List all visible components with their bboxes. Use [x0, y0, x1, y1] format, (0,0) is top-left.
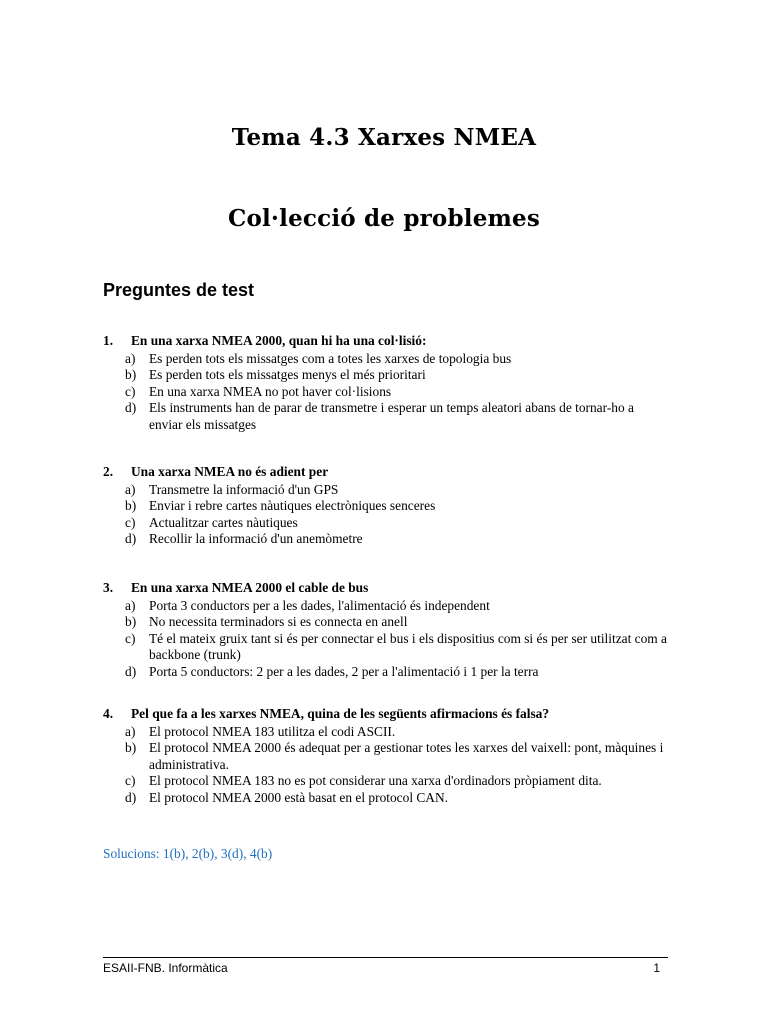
option-text: En una xarxa NMEA no pot haver col·lisions [149, 383, 392, 399]
question-4 [103, 706, 668, 807]
question-number: 1. [103, 333, 114, 348]
page-number: 1 [653, 961, 660, 975]
footer-text: ESAII-FNB. Informàtica [103, 961, 228, 975]
question-text: En una xarxa NMEA 2000, quan hi ha una col·lisió: [131, 333, 427, 348]
question-number: 2. [103, 464, 114, 479]
option-letter: c) [125, 773, 136, 789]
option-text: Els instruments han de parar de transmetre i esperar un temps aleatori abans de tornar-ho a enviar els missatges [149, 400, 634, 432]
option-letter: a) [125, 723, 136, 739]
option-text: El protocol NMEA 183 no es pot considerar una xarxa d'ordinadors pròpiament dita. [149, 773, 602, 789]
option-text: Recollir la informació d'un anemòmetre [149, 531, 363, 547]
option-letter: a) [125, 350, 136, 366]
option-text: El protocol NMEA 2000 està basat en el protocol CAN. [149, 789, 449, 805]
option-c [103, 773, 668, 790]
option-a [103, 482, 668, 499]
option-text: Transmetre la informació d'un GPS [149, 481, 339, 497]
section-heading: Preguntes de test [103, 280, 255, 300]
question-heading [103, 580, 668, 597]
option-letter: d) [125, 789, 137, 805]
question-heading [103, 333, 668, 350]
option-letter: b) [125, 498, 137, 514]
option-text: Porta 5 conductors: 2 per a les dades, 2 per a l'alimentació i 1 per la terra [149, 663, 539, 679]
option-text: No necessita terminadors si es connecta en anell [149, 614, 408, 630]
option-letter: c) [125, 383, 136, 399]
option-d [103, 664, 668, 681]
option-a [103, 351, 668, 368]
option-b [103, 614, 668, 631]
solutions-text: Solucions: 1(b), 2(b), 3(d), 4(b) [103, 846, 273, 861]
option-text: El protocol NMEA 2000 és adequat per a gestionar totes les xarxes del vaixell: pont, màquines i administrativa. [149, 740, 664, 772]
option-text: Es perden tots els missatges com a totes les xarxes de topologia bus [149, 350, 512, 366]
question-1 [103, 333, 668, 434]
option-letter: b) [125, 740, 137, 756]
option-b [103, 498, 668, 515]
option-b [103, 740, 668, 773]
option-c [103, 384, 668, 401]
question-number: 3. [103, 580, 114, 595]
option-letter: d) [125, 531, 137, 547]
option-text: Es perden tots els missatges menys el més prioritari [149, 367, 426, 383]
question-heading [103, 706, 668, 723]
option-a [103, 724, 668, 741]
option-letter: c) [125, 514, 136, 530]
option-d [103, 531, 668, 548]
option-text: Porta 3 conductors per a les dades, l'alimentació és independent [149, 597, 490, 613]
option-letter: d) [125, 663, 137, 679]
option-c [103, 631, 668, 664]
page-subtitle: Col·lecció de problemes [227, 205, 541, 232]
option-letter: c) [125, 630, 136, 646]
option-c [103, 515, 668, 532]
option-text: Enviar i rebre cartes nàutiques electròniques senceres [149, 498, 436, 514]
question-text: En una xarxa NMEA 2000 el cable de bus [131, 580, 369, 595]
question-text: Una xarxa NMEA no és adient per [131, 464, 329, 479]
option-letter: a) [125, 481, 136, 497]
option-letter: b) [125, 367, 137, 383]
option-b [103, 367, 668, 384]
option-letter: b) [125, 614, 137, 630]
question-text: Pel que fa a les xarxes NMEA, quina de les següents afirmacions és falsa? [131, 706, 550, 721]
option-text: El protocol NMEA 183 utilitza el codi ASCII. [149, 723, 396, 739]
option-a [103, 598, 668, 615]
question-3 [103, 580, 668, 681]
option-d [103, 790, 668, 807]
option-d [103, 400, 668, 433]
question-heading [103, 464, 668, 481]
footer-divider [103, 957, 668, 958]
question-2 [103, 464, 668, 548]
question-number: 4. [103, 706, 114, 721]
option-letter: a) [125, 597, 136, 613]
page-title: Tema 4.3 Xarxes NMEA [231, 124, 537, 151]
option-text: Té el mateix gruix tant si és per connectar el bus i els dispositius com si és per ser utilitzat com a backbone (trunk) [149, 630, 668, 663]
option-letter: d) [125, 400, 137, 416]
option-text: Actualitzar cartes nàutiques [149, 514, 298, 530]
